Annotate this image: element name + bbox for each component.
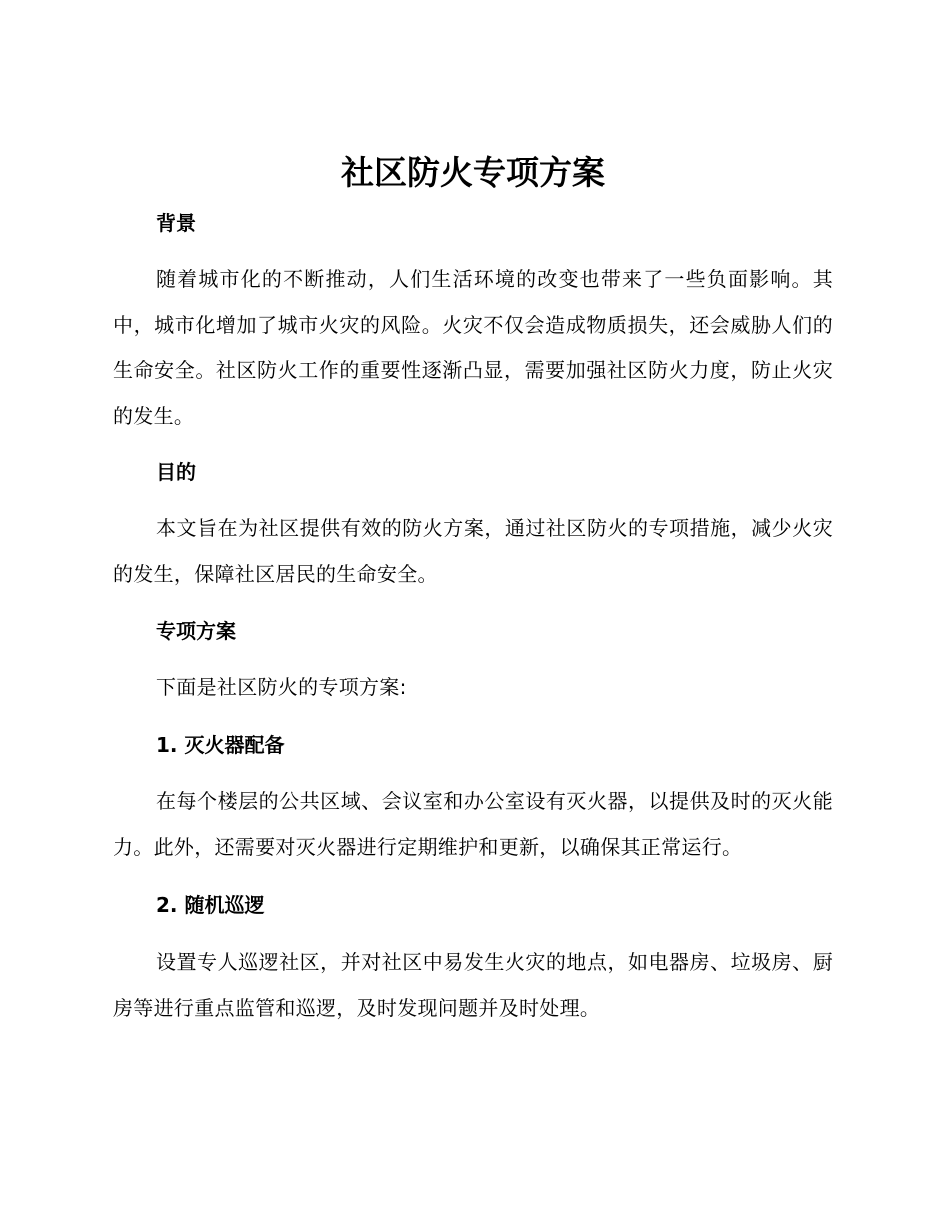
- section-paragraph-background: 随着城市化的不断推动，人们生活环境的改变也带来了一些负面影响。其中，城市化增加了城市火灾的风险。火灾不仅会造成物质损失，还会威胁人们的生命安全。社区防火工作的重要性逐渐凸显，需要加强社区防火力度，防止火灾的发生。: [113, 267, 833, 428]
- section-heading-fire-extinguishers: 1. 灭火器配备: [156, 733, 285, 757]
- section-paragraph-special-plan: 下面是社区防火的专项方案:: [156, 675, 407, 699]
- section-heading-purpose: 目的: [156, 460, 196, 484]
- section-heading-background: 背景: [156, 211, 196, 235]
- section-paragraph-random-patrol: 设置专人巡逻社区，并对社区中易发生火灾的地点，如电器房、垃圾房、厨房等进行重点监管和巡逻，及时发现问题并及时处理。: [113, 950, 833, 1020]
- document-page: [113, 0, 833, 1230]
- section-paragraph-purpose: 本文旨在为社区提供有效的防火方案，通过社区防火的专项措施，减少火灾的发生，保障社区居民的生命安全。: [113, 516, 833, 586]
- section-heading-special-plan: 专项方案: [156, 619, 236, 643]
- section-paragraph-fire-extinguishers: 在每个楼层的公共区域、会议室和办公室设有灭火器，以提供及时的灭火能力。此外，还需要对灭火器进行定期维护和更新，以确保其正常运行。: [113, 789, 833, 859]
- section-heading-random-patrol: 2. 随机巡逻: [156, 893, 265, 917]
- document-title: 社区防火专项方案: [341, 153, 605, 192]
